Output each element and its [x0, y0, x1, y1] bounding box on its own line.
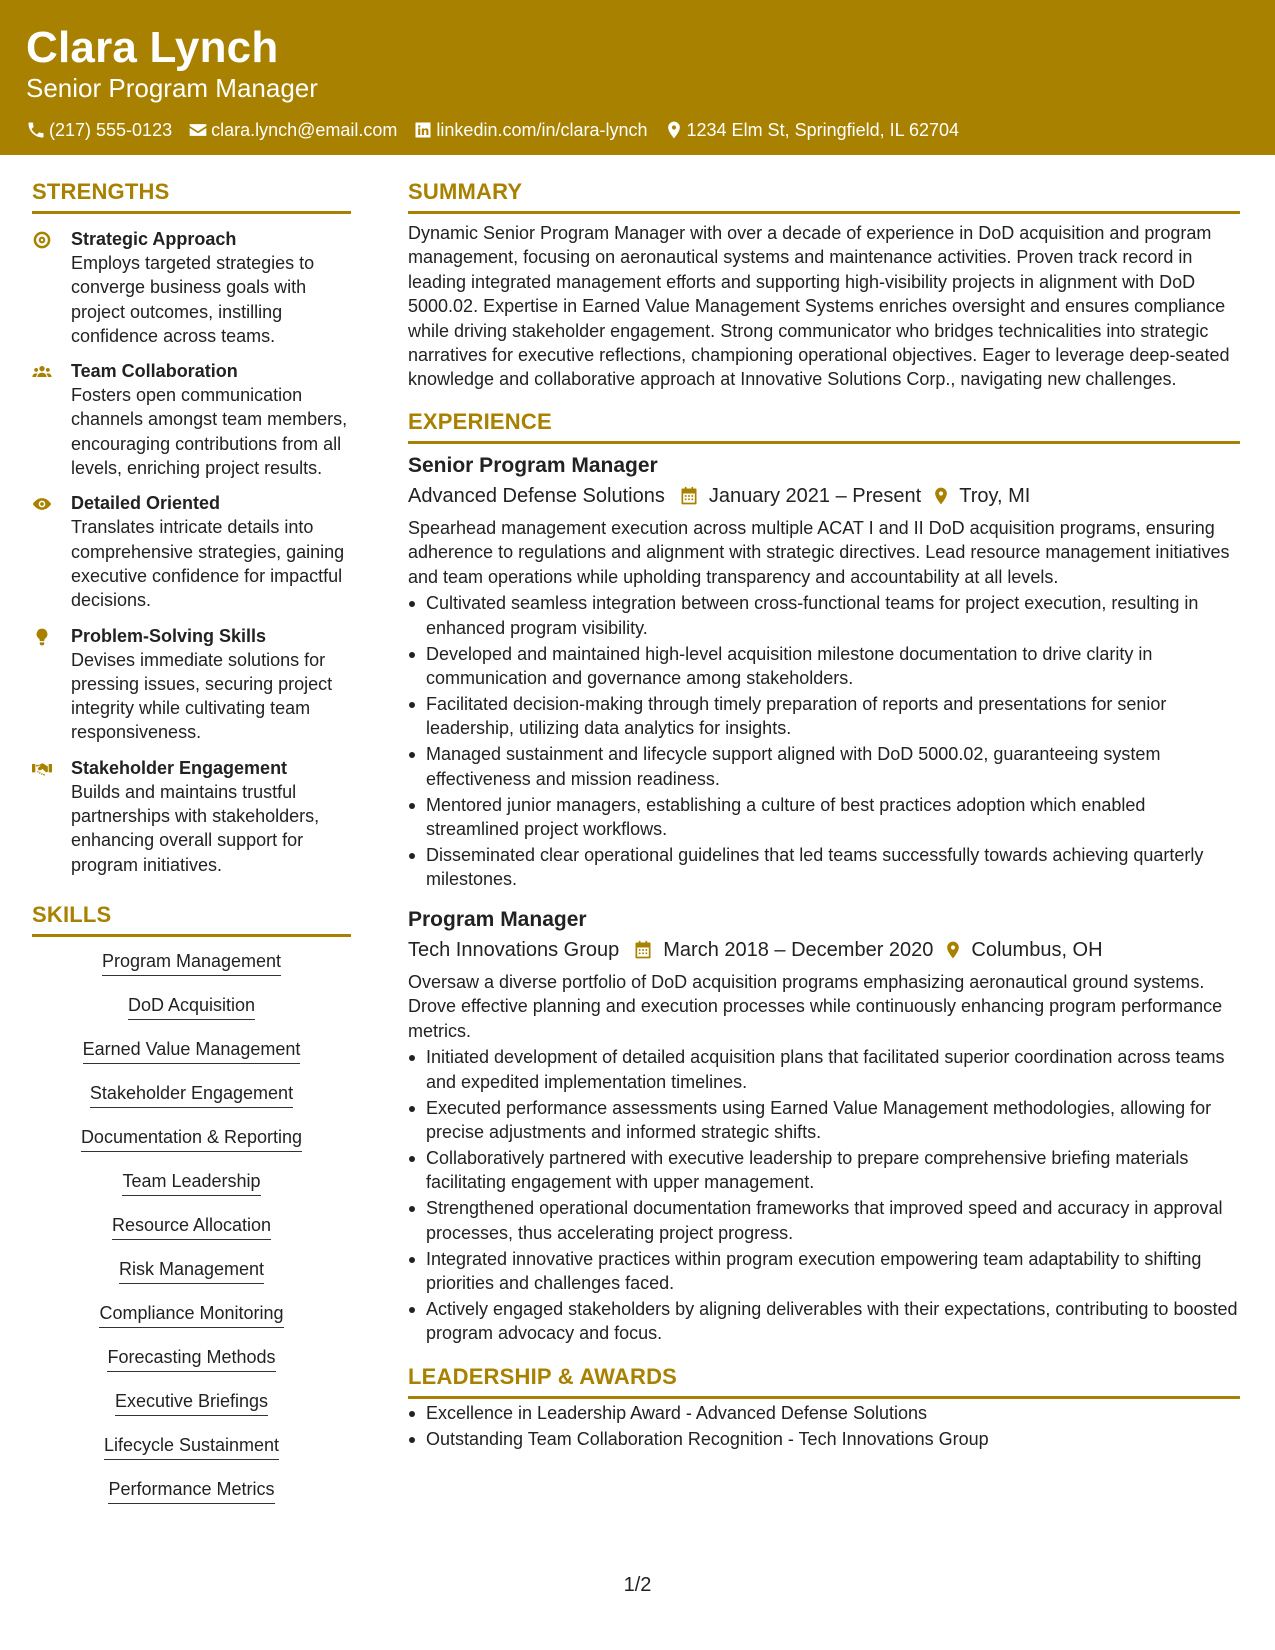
strength-title: Team Collaboration [71, 361, 238, 382]
job-dates: March 2018 – December 2020 [663, 938, 934, 961]
strength-desc: Builds and maintains trustful partnerships with stakeholders, enhancing overall support for program initiatives. [71, 781, 320, 875]
summary-text: Dynamic Senior Program Manager with over a decade of experience in DoD acquisition and program management, focusing on aeronautical systems and maintenance activities. Proven track record in leading integrated management efforts and supporting high-visibility projects in alignment with DoD 5000.02. Expertise in Earned Value Management Systems enriches oversight and ensures compliance while driving stakeholder engagement. Strong communicator who bridges technicalities into strategic narratives for executive reflections, championing operational objectives. Eager to leverage deep-seated knowledge and collaborative approach at Innovative Solutions Corp., navigating new challenges. [408, 223, 1230, 390]
resume-header [0, 0, 1275, 155]
map-pin-icon [664, 120, 684, 140]
skill-tag: Documentation & Reporting [81, 1125, 302, 1152]
candidate-title: Senior Program Manager [26, 73, 318, 103]
contact-bar [26, 118, 1249, 142]
strength-desc: Translates intricate details into comprehensive strategies, gaining executive confidence for impactful decisions. [71, 517, 345, 611]
contact-email[interactable] [188, 118, 397, 142]
strength-item [32, 227, 351, 348]
strength-desc: Employs targeted strategies to converge business goals with project outcomes, instilling confidence across teams. [71, 253, 315, 346]
list-item: Facilitated decision-making through timely preparation of reports and presentations for senior leadership, utilizing data analytics for insights. [408, 692, 1240, 741]
strengths-heading: STRENGTHS [32, 178, 351, 214]
contact-phone[interactable] [26, 118, 172, 142]
strength-title: Detailed Oriented [71, 493, 221, 514]
email-text: clara.lynch@email.com [211, 120, 398, 140]
page-number: 1/2 [623, 1574, 652, 1596]
strength-item [32, 359, 351, 480]
list-item: Actively engaged stakeholders by aligning deliverables with their expectations, contributing to boosted program advocacy and focus. [408, 1297, 1240, 1346]
strength-desc: Fosters open communication channels amongst team members, encouraging contributions from all levels, enriching project results. [71, 385, 348, 479]
job-description: Spearhead management execution across multiple ACAT I and II DoD acquisition programs, ensuring adherence to regulations and alignment with strategic directives. Lead resource management initiatives and team operations while upholding transparency and accountability at all levels. [408, 517, 1230, 587]
skills-heading: SKILLS [32, 901, 351, 937]
skill-tag: Lifecycle Sustainment [104, 1433, 279, 1460]
skill-tag: Executive Briefings [115, 1389, 268, 1416]
skill-tag: DoD Acquisition [128, 993, 255, 1020]
phone-icon [26, 120, 46, 140]
job-location: Troy, MI [959, 484, 1031, 507]
eye-icon [32, 494, 52, 514]
skill-tag: Resource Allocation [112, 1213, 271, 1240]
lightbulb-icon [32, 627, 52, 647]
strength-desc: Devises immediate solutions for pressing issues, securing project integrity while cultivating team responsiveness. [71, 649, 333, 743]
left-column [32, 178, 351, 1521]
job-entry [408, 452, 1240, 892]
handshake-icon [32, 759, 52, 779]
contact-linkedin[interactable] [413, 118, 647, 142]
phone-text: (217) 555-0123 [49, 120, 173, 140]
skill-tag: Compliance Monitoring [99, 1301, 283, 1328]
address-text: 1234 Elm St, Springfield, IL 62704 [686, 120, 960, 140]
users-icon [32, 362, 52, 382]
job-description: Oversaw a diverse portfolio of DoD acquisition programs emphasizing aeronautical ground systems. Drove effective planning and execution processes while continuously enhancing program performance metrics. [408, 971, 1223, 1041]
strength-title: Stakeholder Engagement [71, 757, 288, 778]
linkedin-text: linkedin.com/in/clara-lynch [436, 120, 648, 140]
skill-tag: Team Leadership [122, 1169, 260, 1196]
strength-item [32, 756, 351, 877]
skill-tag: Stakeholder Engagement [90, 1081, 293, 1108]
envelope-icon [188, 120, 208, 140]
strength-title: Strategic Approach [71, 229, 237, 249]
strength-item [32, 624, 351, 745]
job-bullets [408, 591, 1240, 891]
list-item: Initiated development of detailed acquisition plans that facilitated superior coordination across teams and expedited implementation timelines. [408, 1045, 1240, 1094]
map-pin-icon [931, 486, 951, 506]
strength-title: Problem-Solving Skills [71, 625, 267, 646]
summary-heading: SUMMARY [408, 178, 1240, 214]
job-meta [408, 481, 1240, 511]
skill-tag: Program Management [102, 949, 281, 976]
strengths-list [32, 227, 351, 877]
job-company: Advanced Defense Solutions [408, 484, 665, 507]
right-column [408, 178, 1240, 1452]
list-item: Strengthened operational documentation frameworks that improved speed and accuracy in approval processes, thus accelerating project progress. [408, 1196, 1240, 1245]
job-role: Senior Program Manager [408, 453, 658, 477]
skill-tag: Earned Value Management [83, 1037, 301, 1064]
job-role: Program Manager [408, 907, 587, 931]
calendar-icon [679, 486, 699, 506]
job-company: Tech Innovations Group [408, 938, 620, 961]
list-item: Collaboratively partnered with executive leadership to prepare comprehensive briefing materials facilitating engagement with upper management. [408, 1146, 1240, 1195]
map-pin-icon [943, 940, 963, 960]
skills-list [32, 949, 351, 1521]
list-item: Excellence in Leadership Award - Advanced Defense Solutions [408, 1401, 1240, 1426]
job-meta [408, 935, 1240, 965]
job-location: Columbus, OH [971, 938, 1103, 961]
job-dates: January 2021 – Present [708, 484, 922, 507]
calendar-icon [633, 940, 653, 960]
candidate-name: Clara Lynch [26, 23, 279, 72]
awards-list [408, 1401, 1240, 1451]
list-item: Outstanding Team Collaboration Recognition - Tech Innovations Group [408, 1427, 1240, 1452]
list-item: Integrated innovative practices within program execution empowering team adaptability to shifting priorities and challenges faced. [408, 1247, 1240, 1296]
experience-heading: EXPERIENCE [408, 408, 1240, 444]
job-entry [408, 906, 1240, 1346]
strength-item [32, 491, 351, 612]
awards-heading: LEADERSHIP & AWARDS [408, 1363, 1240, 1399]
linkedin-icon [413, 120, 433, 140]
contact-address [664, 118, 960, 142]
list-item: Disseminated clear operational guidelines that led teams successfully towards achieving quarterly milestones. [408, 843, 1240, 892]
target-icon [32, 230, 52, 250]
list-item: Managed sustainment and lifecycle support aligned with DoD 5000.02, guaranteeing system effectiveness and mission readiness. [408, 742, 1240, 791]
list-item: Executed performance assessments using Earned Value Management methodologies, allowing for precise adjustments and informed strategic shifts. [408, 1096, 1240, 1145]
list-item: Cultivated seamless integration between cross-functional teams for project execution, resulting in enhanced program visibility. [408, 591, 1240, 640]
skill-tag: Performance Metrics [108, 1477, 274, 1504]
skill-tag: Risk Management [119, 1257, 264, 1284]
list-item: Developed and maintained high-level acquisition milestone documentation to drive clarity in communication and governance among stakeholders. [408, 642, 1240, 691]
list-item: Mentored junior managers, establishing a culture of best practices adoption which enabled streamlined project workflows. [408, 793, 1240, 842]
skill-tag: Forecasting Methods [107, 1345, 275, 1372]
job-bullets [408, 1045, 1240, 1345]
